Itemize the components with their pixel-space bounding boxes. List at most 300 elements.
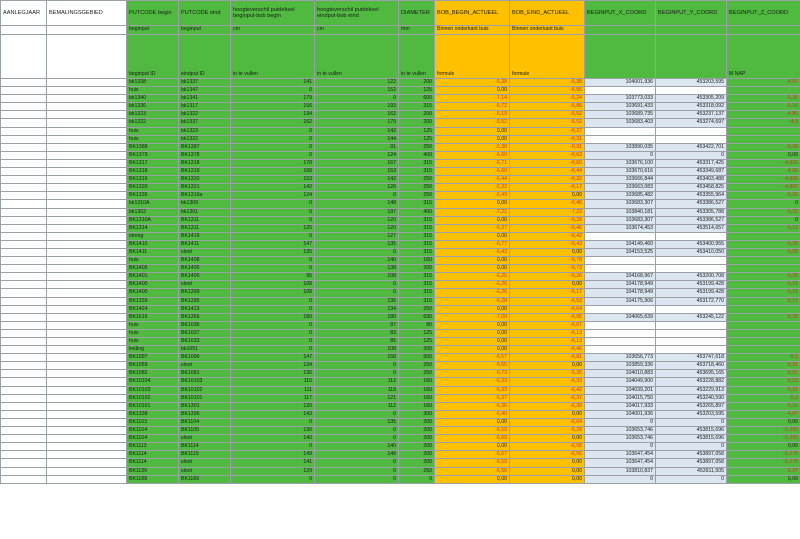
cell-x-coord[interactable]: 104039,201 [585, 386, 656, 394]
cell-putcode-begin[interactable]: BK1104 [127, 435, 179, 443]
cell-y-coord[interactable]: 453514,657 [656, 224, 727, 232]
cell-bemalingsgebied[interactable] [47, 151, 127, 159]
cell-bob-eind[interactable]: -6,52 [510, 119, 585, 127]
header-cell-x-coord[interactable] [585, 35, 656, 79]
cell-diameter[interactable]: 250 [399, 184, 435, 192]
cell-y-coord[interactable]: 453718,460 [656, 362, 727, 370]
cell-putcode-eind[interactable]: BK1310a [179, 192, 231, 200]
cell-hoogte-begin[interactable]: 124 [231, 192, 315, 200]
cell-y-coord[interactable]: 453240,590 [656, 394, 727, 402]
cell-bob-eind[interactable]: -6,58 [510, 443, 585, 451]
cell-putcode-eind[interactable]: BK1104 [179, 418, 231, 426]
cell-bob-begin[interactable]: -6,37 [435, 224, 510, 232]
cell-x-coord[interactable]: 103653,746 [585, 435, 656, 443]
cell-bob-eind[interactable]: -6,64 [510, 418, 585, 426]
cell-aanlegjaar[interactable] [1, 151, 47, 159]
cell-putcode-begin[interactable]: bk1310A [127, 200, 179, 208]
cell-y-coord[interactable]: 453355,964 [656, 192, 727, 200]
cell-hoogte-begin[interactable]: 142 [231, 184, 315, 192]
cell-z-coord[interactable]: -4,85 [727, 111, 800, 119]
cell-diameter[interactable]: 315 [399, 103, 435, 111]
cell-hoogte-eind[interactable]: 0 [315, 362, 399, 370]
cell-hoogte-begin[interactable]: 0 [231, 321, 315, 329]
header-cell-bob-eind[interactable]: Binnen onderkant buis [510, 26, 585, 35]
cell-y-coord[interactable]: 453815,696 [656, 435, 727, 443]
cell-aanlegjaar[interactable] [1, 192, 47, 200]
cell-hoogte-begin[interactable]: 0 [231, 305, 315, 313]
header-cell-aanlegjaar[interactable] [1, 26, 47, 35]
header-cell-aanlegjaar[interactable]: AANLEGJAAR [1, 1, 47, 26]
cell-putcode-eind[interactable]: BK1419 [179, 232, 231, 240]
cell-bob-eind[interactable]: -6,39 [510, 402, 585, 410]
cell-putcode-eind[interactable]: bk1337 [179, 79, 231, 87]
cell-putcode-begin[interactable]: huis [127, 257, 179, 265]
cell-bob-begin[interactable]: 0,00 [435, 200, 510, 208]
cell-aanlegjaar[interactable] [1, 386, 47, 394]
cell-z-coord[interactable]: -5,16 [727, 103, 800, 111]
cell-bob-begin[interactable]: 0,00 [435, 305, 510, 313]
cell-x-coord[interactable]: 103666,844 [585, 176, 656, 184]
cell-bemalingsgebied[interactable] [47, 159, 127, 167]
header-cell-hoogte-eind[interactable]: in te vullen [315, 35, 399, 79]
cell-bob-begin[interactable]: -6,65 [435, 362, 510, 370]
cell-bob-begin[interactable]: -6,60 [435, 168, 510, 176]
cell-y-coord[interactable]: 0 [656, 151, 727, 159]
cell-bob-begin[interactable]: -6,56 [435, 467, 510, 475]
cell-aanlegjaar[interactable] [1, 338, 47, 346]
cell-y-coord[interactable]: 453695,165 [656, 370, 727, 378]
cell-bob-begin[interactable]: 0,00 [435, 329, 510, 337]
cell-putcode-eind[interactable]: BK10101 [179, 394, 231, 402]
cell-bob-begin[interactable]: -6,38 [435, 79, 510, 87]
cell-bob-eind[interactable]: -5,35 [510, 370, 585, 378]
cell-bemalingsgebied[interactable] [47, 208, 127, 216]
cell-y-coord[interactable] [656, 87, 727, 95]
cell-x-coord[interactable]: 104178,949 [585, 281, 656, 289]
cell-putcode-begin[interactable]: huis [127, 321, 179, 329]
cell-bob-begin[interactable]: 0,00 [435, 216, 510, 224]
cell-x-coord[interactable]: 103670,616 [585, 168, 656, 176]
cell-bob-begin[interactable]: -6,19 [435, 111, 510, 119]
cell-diameter[interactable]: 300 [399, 410, 435, 418]
cell-bob-begin[interactable]: -6,69 [435, 435, 510, 443]
cell-putcode-eind[interactable]: BK1189 [179, 475, 231, 483]
cell-aanlegjaar[interactable] [1, 224, 47, 232]
cell-putcode-eind[interactable]: BK1096 [179, 354, 231, 362]
cell-diameter[interactable]: 200 [399, 435, 435, 443]
cell-bemalingsgebied[interactable] [47, 297, 127, 305]
cell-aanlegjaar[interactable] [1, 459, 47, 467]
header-cell-putcode-eind[interactable]: eindput ID [179, 35, 231, 79]
cell-putcode-eind[interactable]: sloot [179, 362, 231, 370]
cell-putcode-eind[interactable]: bk1347 [179, 87, 231, 95]
cell-putcode-begin[interactable]: BK1097 [127, 354, 179, 362]
cell-bob-begin[interactable]: -6,73 [435, 370, 510, 378]
cell-hoogte-eind[interactable]: 0 [315, 410, 399, 418]
cell-hoogte-eind[interactable]: 83 [315, 329, 399, 337]
cell-bob-eind[interactable]: -6,78 [510, 257, 585, 265]
cell-y-coord[interactable]: 453203,595 [656, 79, 727, 87]
cell-x-coord[interactable] [585, 305, 656, 313]
cell-putcode-begin[interactable]: BK1388 [127, 143, 179, 151]
cell-bemalingsgebied[interactable] [47, 265, 127, 273]
cell-bob-begin[interactable]: 0,00 [435, 257, 510, 265]
cell-x-coord[interactable]: 0 [585, 151, 656, 159]
cell-y-coord[interactable]: 453386,527 [656, 200, 727, 208]
header-cell-putcode-begin[interactable]: PUTCODE begin [127, 1, 179, 26]
cell-bob-eind[interactable]: -6,60 [510, 159, 585, 167]
cell-x-coord[interactable] [585, 265, 656, 273]
cell-putcode-begin[interactable]: leiding [127, 346, 179, 354]
header-cell-diameter[interactable]: mm [399, 26, 435, 35]
cell-hoogte-begin[interactable]: 130 [231, 427, 315, 435]
cell-hoogte-eind[interactable]: 153 [315, 168, 399, 176]
cell-x-coord[interactable]: 103689,735 [585, 111, 656, 119]
cell-diameter[interactable]: 160 [399, 257, 435, 265]
cell-bob-begin[interactable]: 0,00 [435, 232, 510, 240]
cell-bob-begin[interactable]: -6,44 [435, 176, 510, 184]
cell-y-coord[interactable]: 453815,696 [656, 427, 727, 435]
cell-bob-begin[interactable]: -6,71 [435, 159, 510, 167]
cell-bob-eind[interactable]: -6,38 [510, 79, 585, 87]
cell-putcode-begin[interactable]: bk1340 [127, 95, 179, 103]
cell-hoogte-begin[interactable]: 0 [231, 346, 315, 354]
cell-y-coord[interactable]: 453203,595 [656, 410, 727, 418]
cell-hoogte-begin[interactable]: 95 [231, 273, 315, 281]
cell-z-coord[interactable]: 0,00 [727, 418, 800, 426]
cell-z-coord[interactable]: 0 [727, 200, 800, 208]
cell-putcode-eind[interactable]: BK1036 [179, 321, 231, 329]
cell-x-coord[interactable] [585, 329, 656, 337]
cell-putcode-eind[interactable]: BK1408 [179, 257, 231, 265]
cell-x-coord[interactable]: 104149,460 [585, 240, 656, 248]
cell-putcode-begin[interactable]: BK10102 [127, 394, 179, 402]
cell-aanlegjaar[interactable] [1, 176, 47, 184]
cell-putcode-eind[interactable]: bk1323 [179, 127, 231, 135]
cell-diameter[interactable]: 125 [399, 135, 435, 143]
header-cell-hoogte-begin[interactable]: in te vullen [231, 35, 315, 79]
cell-aanlegjaar[interactable] [1, 135, 47, 143]
cell-putcode-begin[interactable]: huis [127, 87, 179, 95]
cell-bob-eind[interactable]: -5,24 [510, 95, 585, 103]
cell-hoogte-begin[interactable]: 136 [231, 370, 315, 378]
cell-diameter[interactable]: 200 [399, 79, 435, 87]
cell-bemalingsgebied[interactable] [47, 329, 127, 337]
cell-hoogte-eind[interactable]: 162 [315, 111, 399, 119]
cell-hoogte-eind[interactable]: 134 [315, 305, 399, 313]
cell-bob-begin[interactable]: -6,60 [435, 151, 510, 159]
cell-bob-begin[interactable]: -6,67 [435, 451, 510, 459]
cell-diameter[interactable]: 315 [399, 159, 435, 167]
cell-hoogte-begin[interactable]: 162 [231, 119, 315, 127]
cell-bob-eind[interactable]: -6,32 [510, 176, 585, 184]
cell-aanlegjaar[interactable] [1, 410, 47, 418]
cell-z-coord[interactable] [727, 265, 800, 273]
header-cell-z-coord[interactable] [727, 26, 800, 35]
cell-bob-eind[interactable]: 0,00 [510, 475, 585, 483]
header-cell-x-coord[interactable]: BEGINPUT_X_COORD [585, 1, 656, 26]
cell-bemalingsgebied[interactable] [47, 346, 127, 354]
cell-x-coord[interactable]: 103683,307 [585, 200, 656, 208]
cell-diameter[interactable]: 200 [399, 443, 435, 451]
cell-hoogte-begin[interactable]: 140 [231, 435, 315, 443]
cell-putcode-begin[interactable]: huis [127, 135, 179, 143]
cell-bemalingsgebied[interactable] [47, 135, 127, 143]
cell-x-coord[interactable]: 0 [585, 443, 656, 451]
cell-z-coord[interactable]: -5,22 [727, 208, 800, 216]
cell-hoogte-begin[interactable]: 168 [231, 168, 315, 176]
cell-diameter[interactable]: 80 [399, 321, 435, 329]
cell-aanlegjaar[interactable] [1, 273, 47, 281]
cell-z-coord[interactable]: -5,31 [727, 362, 800, 370]
cell-diameter[interactable]: 160 [399, 402, 435, 410]
cell-putcode-begin[interactable]: BK1310A [127, 216, 179, 224]
cell-hoogte-begin[interactable]: 0 [231, 151, 315, 159]
cell-diameter[interactable]: 315 [399, 216, 435, 224]
cell-bob-begin[interactable]: 0,00 [435, 338, 510, 346]
cell-x-coord[interactable]: 103840,181 [585, 208, 656, 216]
cell-bob-begin[interactable]: -6,36 [435, 402, 510, 410]
cell-putcode-eind[interactable]: BK1318 [179, 159, 231, 167]
cell-diameter[interactable]: 250 [399, 362, 435, 370]
cell-putcode-eind[interactable]: bk1322 [179, 135, 231, 143]
cell-bob-eind[interactable]: -0,91 [510, 143, 585, 151]
cell-putcode-eind[interactable]: BK1033 [179, 338, 231, 346]
cell-bob-begin[interactable]: -6,72 [435, 103, 510, 111]
cell-putcode-begin[interactable]: bk1322 [127, 119, 179, 127]
cell-bob-eind[interactable]: -6,42 [510, 386, 585, 394]
cell-putcode-begin[interactable]: BK1401 [127, 273, 179, 281]
cell-diameter[interactable]: 315 [399, 224, 435, 232]
cell-y-coord[interactable]: 453199,428 [656, 289, 727, 297]
cell-y-coord[interactable]: 453349,687 [656, 168, 727, 176]
cell-putcode-eind[interactable]: BK1105 [179, 427, 231, 435]
cell-diameter[interactable]: 315 [399, 297, 435, 305]
cell-hoogte-begin[interactable]: 125 [231, 224, 315, 232]
cell-putcode-eind[interactable]: BK1115 [179, 451, 231, 459]
cell-bemalingsgebied[interactable] [47, 378, 127, 386]
cell-z-coord[interactable] [727, 127, 800, 135]
cell-diameter[interactable]: 250 [399, 176, 435, 184]
cell-diameter[interactable]: 315 [399, 240, 435, 248]
cell-aanlegjaar[interactable] [1, 216, 47, 224]
cell-z-coord[interactable] [727, 346, 800, 354]
cell-z-coord[interactable] [727, 135, 800, 143]
cell-putcode-eind[interactable]: BK1405 [179, 265, 231, 273]
cell-y-coord[interactable]: 453422,701 [656, 143, 727, 151]
cell-hoogte-eind[interactable]: 85 [315, 338, 399, 346]
cell-hoogte-eind[interactable]: 140 [315, 443, 399, 451]
cell-bob-begin[interactable]: -6,59 [435, 427, 510, 435]
cell-bob-eind[interactable]: 0,00 [510, 192, 585, 200]
cell-aanlegjaar[interactable] [1, 443, 47, 451]
cell-hoogte-eind[interactable]: 0 [315, 475, 399, 483]
cell-putcode-begin[interactable]: huis [127, 329, 179, 337]
cell-hoogte-eind[interactable]: 0 [315, 427, 399, 435]
cell-putcode-eind[interactable]: BK1411 [179, 240, 231, 248]
cell-y-coord[interactable] [656, 338, 727, 346]
cell-x-coord[interactable]: 103656,773 [585, 354, 656, 362]
cell-putcode-eind[interactable]: BK10102 [179, 386, 231, 394]
cell-putcode-begin[interactable]: BK1319 [127, 176, 179, 184]
header-cell-hoogte-begin[interactable]: cm [231, 26, 315, 35]
cell-y-coord[interactable]: 0 [656, 443, 727, 451]
cell-z-coord[interactable]: -5,18 [727, 289, 800, 297]
cell-bemalingsgebied[interactable] [47, 127, 127, 135]
cell-aanlegjaar[interactable] [1, 305, 47, 313]
cell-putcode-begin[interactable]: BK1104 [127, 427, 179, 435]
cell-diameter[interactable]: 315 [399, 248, 435, 256]
cell-bob-begin[interactable]: 0,00 [435, 135, 510, 143]
cell-x-coord[interactable]: 104017,933 [585, 402, 656, 410]
cell-bob-eind[interactable]: -6,31 [510, 135, 585, 143]
cell-y-coord[interactable]: 453318,092 [656, 103, 727, 111]
cell-putcode-eind[interactable]: BK1396 [179, 410, 231, 418]
cell-putcode-begin[interactable]: BK1114 [127, 451, 179, 459]
cell-x-coord[interactable]: 103683,403 [585, 119, 656, 127]
cell-bob-eind[interactable]: 0,00 [510, 467, 585, 475]
cell-hoogte-begin[interactable]: 0 [231, 338, 315, 346]
cell-putcode-begin[interactable]: bk1302 [127, 208, 179, 216]
cell-bob-eind[interactable]: 0,00 [510, 459, 585, 467]
cell-bemalingsgebied[interactable] [47, 119, 127, 127]
cell-putcode-begin[interactable]: BK1113 [127, 443, 179, 451]
cell-bob-eind[interactable]: -6,43 [510, 240, 585, 248]
cell-hoogte-begin[interactable]: 120 [231, 402, 315, 410]
cell-hoogte-begin[interactable]: 0 [231, 443, 315, 451]
cell-diameter[interactable]: 250 [399, 192, 435, 200]
cell-y-coord[interactable] [656, 135, 727, 143]
cell-hoogte-begin[interactable]: 149 [231, 451, 315, 459]
cell-bemalingsgebied[interactable] [47, 289, 127, 297]
cell-bemalingsgebied[interactable] [47, 273, 127, 281]
cell-bob-begin[interactable]: -7,22 [435, 208, 510, 216]
cell-hoogte-eind[interactable]: 140 [315, 257, 399, 265]
header-cell-aanlegjaar[interactable] [1, 35, 47, 79]
cell-z-coord[interactable]: -5,16 [727, 402, 800, 410]
header-cell-putcode-begin[interactable]: beginput ID [127, 35, 179, 79]
cell-y-coord[interactable] [656, 257, 727, 265]
cell-bob-begin[interactable]: 0,00 [435, 87, 510, 95]
cell-hoogte-eind[interactable]: 167 [315, 159, 399, 167]
cell-putcode-begin[interactable]: BK1339 [127, 297, 179, 305]
cell-hoogte-eind[interactable]: 0 [315, 435, 399, 443]
cell-bob-eind[interactable]: -6,81 [510, 354, 585, 362]
cell-bob-begin[interactable]: -6,59 [435, 459, 510, 467]
cell-z-coord[interactable]: -5,293 [727, 435, 800, 443]
cell-y-coord[interactable]: 453245,122 [656, 313, 727, 321]
cell-bob-begin[interactable]: 0,00 [435, 321, 510, 329]
cell-bob-eind[interactable]: -6,13 [510, 338, 585, 346]
cell-bemalingsgebied[interactable] [47, 257, 127, 265]
cell-x-coord[interactable] [585, 321, 656, 329]
cell-bemalingsgebied[interactable] [47, 79, 127, 87]
cell-bemalingsgebied[interactable] [47, 143, 127, 151]
cell-z-coord[interactable]: -5,178 [727, 451, 800, 459]
cell-z-coord[interactable]: 0,00 [727, 443, 800, 451]
cell-aanlegjaar[interactable] [1, 208, 47, 216]
cell-aanlegjaar[interactable] [1, 103, 47, 111]
cell-hoogte-eind[interactable]: 127 [315, 232, 399, 240]
cell-diameter[interactable]: 315 [399, 289, 435, 297]
cell-bemalingsgebied[interactable] [47, 418, 127, 426]
cell-diameter[interactable]: 125 [399, 338, 435, 346]
cell-putcode-eind[interactable]: BK1311 [179, 224, 231, 232]
cell-x-coord[interactable]: 103773,033 [585, 95, 656, 103]
header-cell-bob-begin[interactable]: Binnen onderkant buis [435, 26, 510, 35]
header-cell-x-coord[interactable] [585, 26, 656, 35]
cell-putcode-eind[interactable]: BK1319 [179, 168, 231, 176]
cell-putcode-begin[interactable]: BK1338 [127, 410, 179, 418]
cell-hoogte-eind[interactable]: 120 [315, 216, 399, 224]
cell-y-coord[interactable]: 453199,428 [656, 281, 727, 289]
cell-bemalingsgebied[interactable] [47, 168, 127, 176]
cell-hoogte-eind[interactable]: 0 [315, 248, 399, 256]
cell-x-coord[interactable]: 104178,949 [585, 289, 656, 297]
cell-hoogte-begin[interactable]: 0 [231, 232, 315, 240]
cell-putcode-begin[interactable]: BK1103 [127, 418, 179, 426]
cell-putcode-begin[interactable]: huis [127, 338, 179, 346]
cell-hoogte-eind[interactable]: 91 [315, 143, 399, 151]
cell-diameter[interactable]: 400 [399, 208, 435, 216]
cell-hoogte-eind[interactable]: 136 [315, 297, 399, 305]
cell-z-coord[interactable]: -5,27 [727, 467, 800, 475]
cell-bob-eind[interactable]: 0,00 [510, 435, 585, 443]
cell-hoogte-begin[interactable]: 108 [231, 289, 315, 297]
cell-aanlegjaar[interactable] [1, 427, 47, 435]
cell-y-coord[interactable]: 453911,505 [656, 467, 727, 475]
cell-hoogte-begin[interactable]: 156 [231, 103, 315, 111]
cell-putcode-begin[interactable]: BK10101 [127, 402, 179, 410]
cell-hoogte-begin[interactable]: 147 [231, 354, 315, 362]
cell-x-coord[interactable]: 103859,336 [585, 362, 656, 370]
cell-putcode-begin[interactable]: streng [127, 232, 179, 240]
cell-bob-eind[interactable]: -6,37 [510, 394, 585, 402]
cell-aanlegjaar[interactable] [1, 435, 47, 443]
cell-z-coord[interactable]: -4,897 [727, 184, 800, 192]
cell-bob-eind[interactable]: 0,00 [510, 410, 585, 418]
cell-hoogte-eind[interactable]: 124 [315, 151, 399, 159]
cell-aanlegjaar[interactable] [1, 87, 47, 95]
cell-hoogte-eind[interactable]: 0 [315, 370, 399, 378]
cell-bemalingsgebied[interactable] [47, 451, 127, 459]
cell-x-coord[interactable]: 103653,746 [585, 427, 656, 435]
cell-putcode-begin[interactable]: bk1338 [127, 79, 179, 87]
cell-aanlegjaar[interactable] [1, 240, 47, 248]
cell-putcode-eind[interactable]: bk1317 [179, 103, 231, 111]
cell-aanlegjaar[interactable] [1, 378, 47, 386]
cell-bob-begin[interactable]: 0,00 [435, 475, 510, 483]
cell-aanlegjaar[interactable] [1, 79, 47, 87]
cell-x-coord[interactable]: 103810,837 [585, 467, 656, 475]
cell-diameter[interactable]: 160 [399, 378, 435, 386]
cell-bob-eind[interactable]: 0,00 [510, 362, 585, 370]
cell-aanlegjaar[interactable] [1, 184, 47, 192]
header-cell-putcode-eind[interactable]: PUTCODE eind [179, 1, 231, 26]
cell-z-coord[interactable]: -5,1 [727, 354, 800, 362]
cell-bob-begin[interactable]: -6,28 [435, 297, 510, 305]
cell-diameter[interactable]: 200 [399, 111, 435, 119]
cell-hoogte-begin[interactable]: 0 [231, 216, 315, 224]
cell-hoogte-begin[interactable]: 179 [231, 95, 315, 103]
cell-y-coord[interactable]: 453317,425 [656, 159, 727, 167]
cell-y-coord[interactable]: 453229,913 [656, 386, 727, 394]
cell-hoogte-eind[interactable]: 0 [315, 281, 399, 289]
cell-putcode-eind[interactable]: BK1311 [179, 216, 231, 224]
cell-bob-begin[interactable]: -6,52 [435, 119, 510, 127]
cell-putcode-begin[interactable]: BK1314 [127, 224, 179, 232]
header-cell-y-coord[interactable] [656, 26, 727, 35]
